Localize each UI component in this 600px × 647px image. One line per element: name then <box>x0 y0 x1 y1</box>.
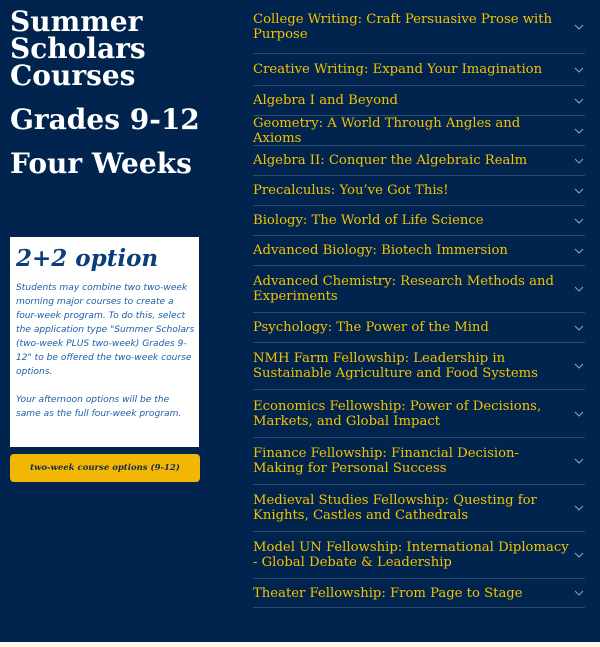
course-accordion-item[interactable] <box>253 53 585 85</box>
page-footer-edge <box>0 642 600 647</box>
course-title: NMH Farm Fellowship: Leadership in Sustainable Agriculture and Food Systems <box>253 351 538 381</box>
course-title: Finance Fellowship: Financial Decision-Making for Personal Success <box>253 446 519 476</box>
course-title: Advanced Biology: Biotech Immersion <box>253 243 508 258</box>
course-accordion-item[interactable] <box>253 312 585 342</box>
course-title: Psychology: The Power of the Mind <box>253 320 489 335</box>
chevron-down-icon <box>573 127 585 135</box>
course-accordion-item[interactable] <box>253 0 585 53</box>
course-title: Theater Fellowship: From Page to Stage <box>253 585 523 601</box>
chevron-down-icon <box>573 157 585 165</box>
course-title: Medieval Studies Fellowship: Questing for Knights, Castles and Cathedrals <box>253 493 537 523</box>
option-card-title: 2+2 option <box>16 245 159 272</box>
course-accordion-item[interactable] <box>253 342 585 389</box>
chevron-down-icon <box>573 247 585 255</box>
course-accordion-item[interactable] <box>253 205 585 235</box>
two-plus-two-option-card <box>10 237 199 447</box>
chevron-down-icon <box>573 217 585 225</box>
course-title: Precalculus: You’ve Got This! <box>253 183 449 198</box>
option-card-paragraph: Your afternoon options will be the same as the full four-week program. <box>16 395 182 419</box>
course-accordion-item[interactable] <box>253 115 585 145</box>
page-header <box>10 5 210 180</box>
page-title: Summer Scholars Courses <box>10 5 146 92</box>
course-accordion-item[interactable] <box>253 85 585 115</box>
course-accordion-item[interactable] <box>253 484 585 531</box>
course-accordion-item[interactable] <box>253 265 585 312</box>
course-title: Creative Writing: Expand Your Imagination <box>253 62 543 77</box>
course-accordion-item[interactable] <box>253 175 585 205</box>
course-accordion-item[interactable] <box>253 389 585 437</box>
course-title: Algebra I and Beyond <box>253 93 398 108</box>
course-title: Algebra II: Conquer the Algebraic Realm <box>253 153 528 168</box>
course-title: Geometry: A World Through Angles and Axioms <box>253 115 521 146</box>
course-title: Economics Fellowship: Power of Decisions, Markets, and Global Impact <box>253 398 542 429</box>
course-accordion-item[interactable] <box>253 531 585 578</box>
chevron-down-icon <box>573 551 585 559</box>
duration-label: Four Weeks <box>10 147 192 180</box>
course-accordion-list <box>253 0 585 608</box>
course-accordion-item[interactable] <box>253 145 585 175</box>
course-accordion-item[interactable] <box>253 578 585 608</box>
chevron-down-icon <box>573 410 585 418</box>
chevron-down-icon <box>573 324 585 332</box>
grades-label: Grades 9-12 <box>10 103 200 136</box>
course-title: Biology: The World of Life Science <box>253 213 484 228</box>
chevron-down-icon <box>573 285 585 293</box>
chevron-down-icon <box>573 362 585 370</box>
two-week-course-options-button[interactable]: two-week course options (9-12) <box>10 454 200 482</box>
chevron-down-icon <box>573 23 585 31</box>
chevron-down-icon <box>573 589 585 597</box>
chevron-down-icon <box>573 187 585 195</box>
course-accordion-item[interactable] <box>253 235 585 265</box>
chevron-down-icon <box>573 504 585 512</box>
option-card-paragraph: Students may combine two two-week morning major courses to create a four-week program. To do this, select the application type "Summer Scholars (two-week PLUS two-week) Grades 9-12" to be offered the two-week course options. <box>16 283 195 377</box>
chevron-down-icon <box>573 97 585 105</box>
course-title: College Writing: Craft Persuasive Prose with Purpose <box>253 11 553 42</box>
course-title: Advanced Chemistry: Research Methods and Experiments <box>253 274 554 304</box>
chevron-down-icon <box>573 457 585 465</box>
chevron-down-icon <box>573 66 585 74</box>
course-title: Model UN Fellowship: International Diplomacy - Global Debate & Leadership <box>253 540 569 570</box>
course-accordion-item[interactable] <box>253 437 585 484</box>
